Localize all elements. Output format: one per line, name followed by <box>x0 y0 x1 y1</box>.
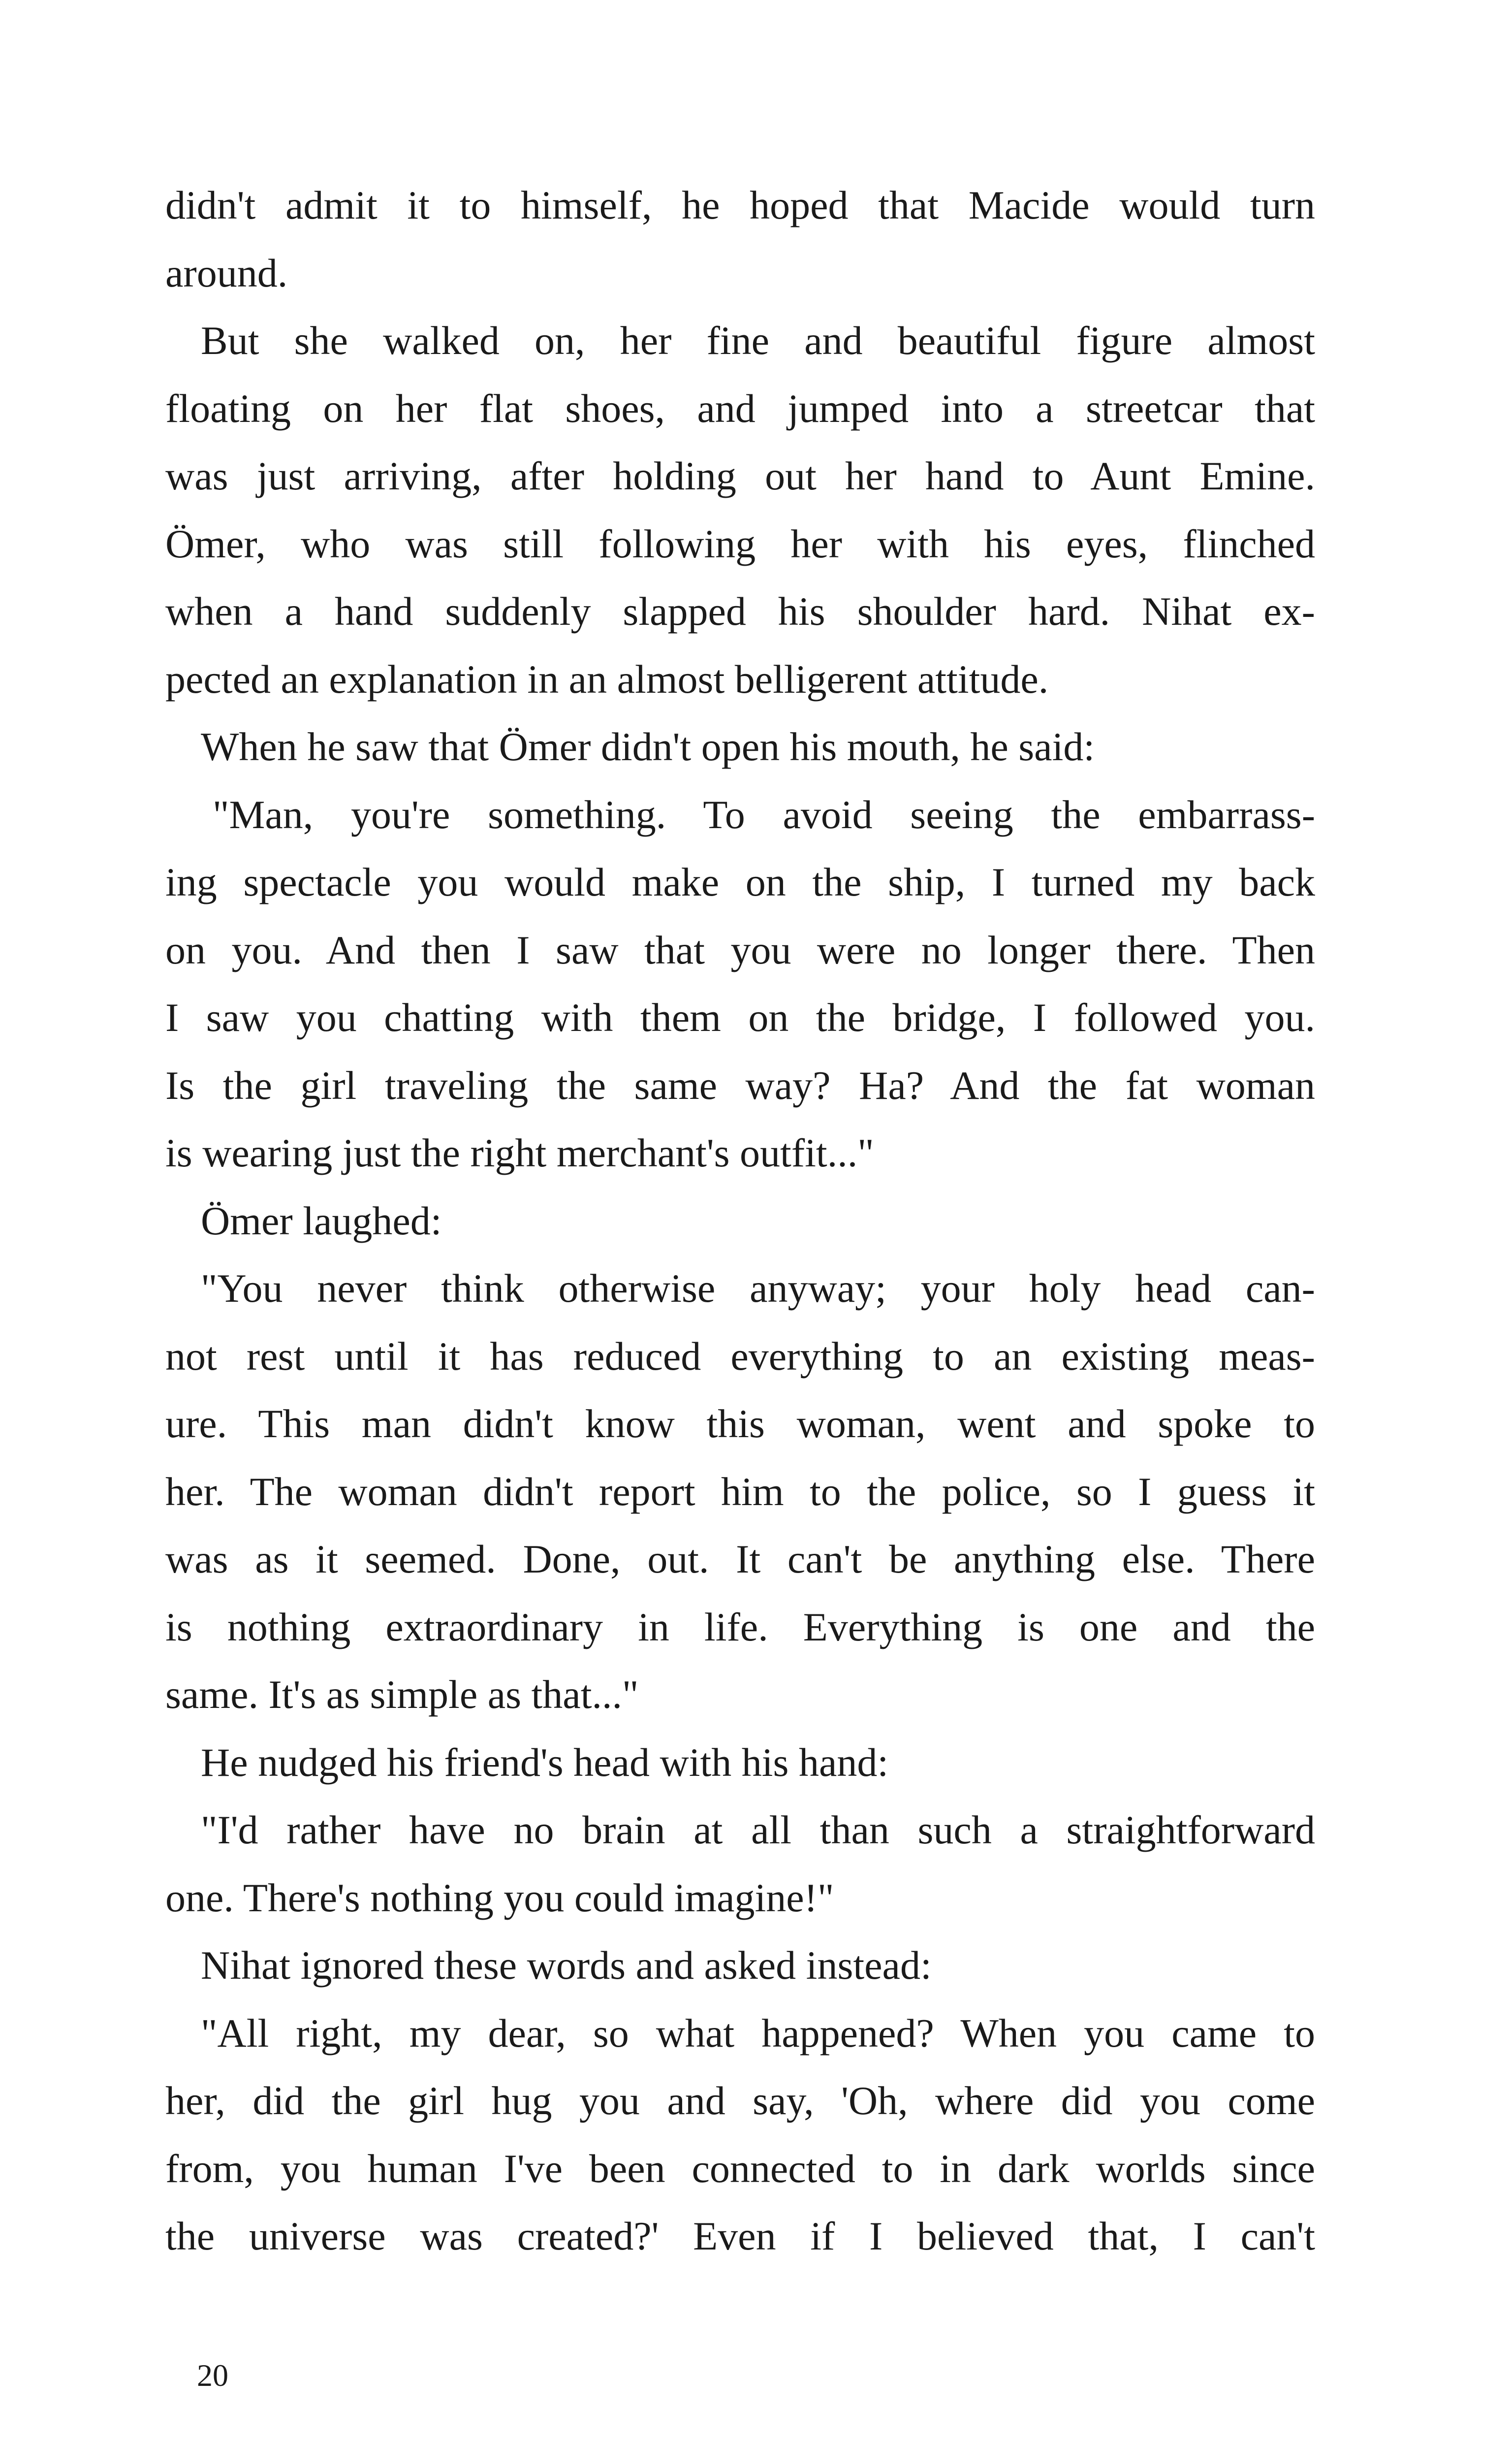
text-line: the universe was created?' Even if I believed that, I can't <box>165 2214 1315 2258</box>
text-line: is nothing extraordinary in life. Everything is one and the <box>165 1604 1315 1649</box>
text-line: not rest until it has reduced everything to an existing meas- <box>165 1333 1315 1379</box>
text-line: Nihat ignored these words and asked instead: <box>201 1943 932 1988</box>
text-line: floating on her flat shoes, and jumped into a streetcar that <box>165 386 1315 431</box>
text-line: didn't admit it to himself, he hoped that Macide would turn <box>165 183 1315 227</box>
text-line: her. The woman didn't report him to the police, so I guess it <box>165 1469 1315 1514</box>
text-line: around. <box>165 250 288 295</box>
text-line: one. There's nothing you could imagine!" <box>165 1875 834 1920</box>
page-number: 20 <box>197 2358 228 2393</box>
text-line: When he saw that Ömer didn't open his mouth, he said: <box>201 724 1095 769</box>
body-text <box>165 171 1315 2270</box>
text-line: Is the girl traveling the same way? Ha? And the fat woman <box>165 1062 1315 1108</box>
text-line: ing spectacle you would make on the ship, I turned my back <box>165 860 1315 904</box>
text-line: "I'd rather have no brain at all than such a straightforward <box>201 1807 1315 1852</box>
text-line: was as it seemed. Done, out. It can't be anything else. There <box>165 1537 1315 1581</box>
text-line: ure. This man didn't know this woman, went and spoke to <box>165 1401 1315 1446</box>
text-line: But she walked on, her fine and beautiful figure almost <box>201 318 1315 363</box>
text-line: I saw you chatting with them on the bridge, I followed you. <box>165 995 1315 1040</box>
text-line: pected an explanation in an almost belligerent attitude. <box>165 656 1049 702</box>
text-line: "Man, you're something. To avoid seeing the embarrass- <box>213 792 1315 837</box>
text-line: "You never think otherwise anyway; your holy head can- <box>201 1266 1315 1311</box>
text-line: is wearing just the right merchant's outfit..." <box>165 1130 874 1175</box>
text-line: her, did the girl hug you and say, 'Oh, where did you come <box>165 2078 1315 2123</box>
text-line: was just arriving, after holding out her hand to Aunt Emine. <box>165 453 1315 498</box>
text-line: Ömer, who was still following her with his eyes, flinched <box>165 521 1315 566</box>
text-line: from, you human I've been connected to in dark worlds since <box>165 2146 1315 2191</box>
text-line: when a hand suddenly slapped his shoulder hard. Nihat ex- <box>165 589 1315 634</box>
text-line: "All right, my dear, so what happened? When you came to <box>201 2010 1315 2056</box>
text-line: Ömer laughed: <box>201 1198 442 1243</box>
text-line: He nudged his friend's head with his hand: <box>201 1739 889 1785</box>
text-line: same. It's as simple as that..." <box>165 1672 639 1717</box>
text-line: on you. And then I saw that you were no longer there. Then <box>165 927 1315 972</box>
